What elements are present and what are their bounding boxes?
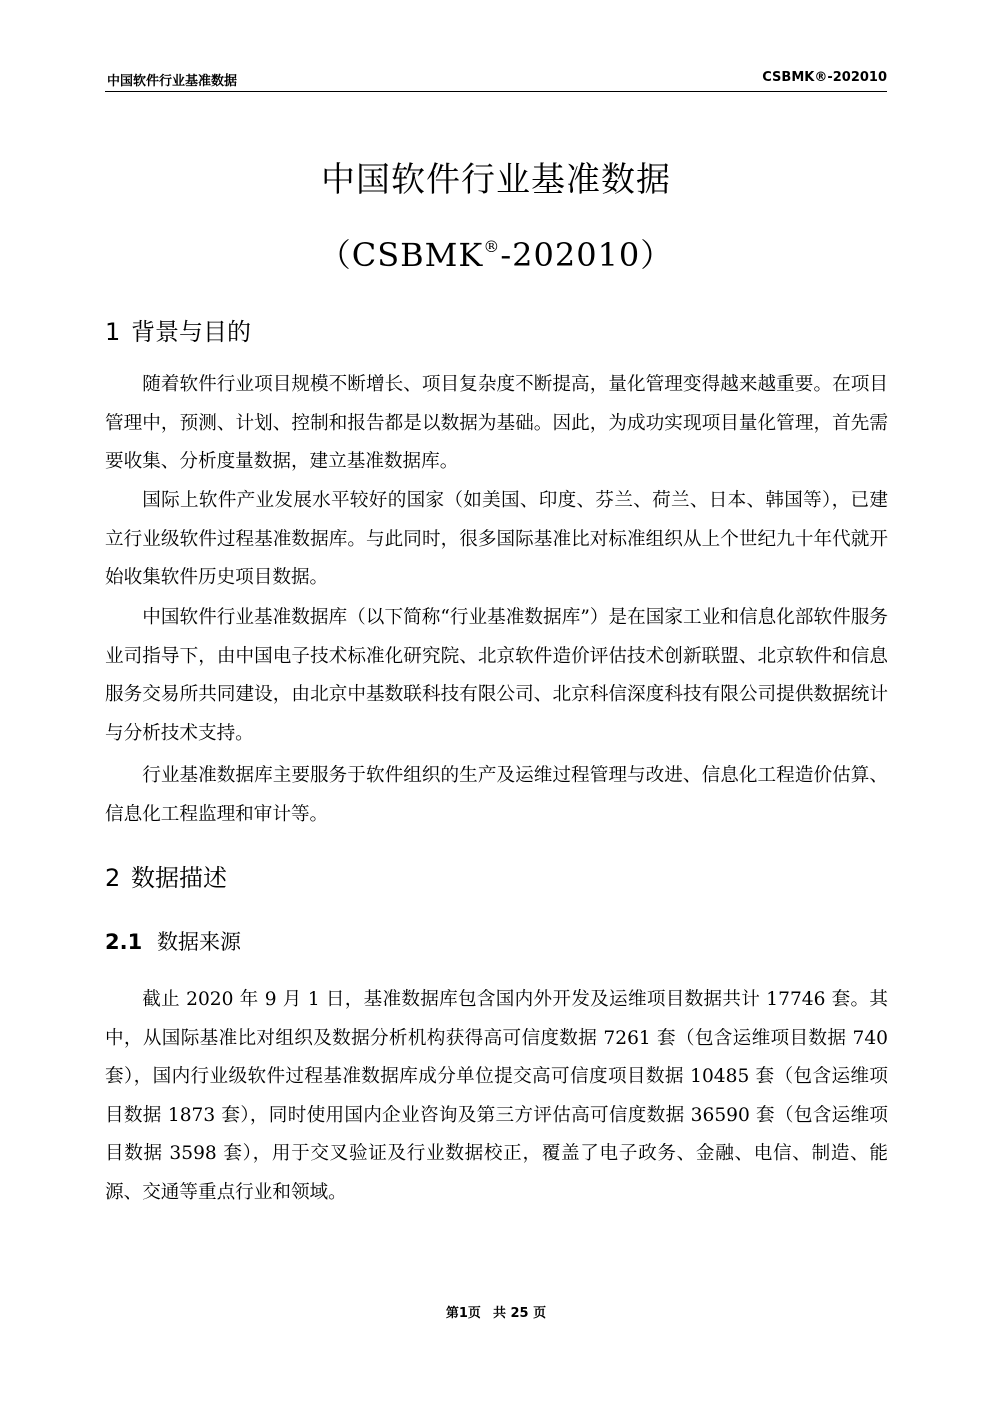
page-total: 共 25 页 <box>492 1306 547 1321</box>
paragraph-international: 国际上软件产业发展水平较好的国家（如美国、印度、芬兰、荷兰、日本、韩国等），已建立行业级软件过程基准数据库。与此同时，很多国际基准比对标准组织从上个世纪九十年代就开始收集软件历史项目数据。 <box>105 490 888 588</box>
paragraph-data-sources: 截止 2020 年 9 月 1 日，基准数据库包含国内外开发及运维项目数据共计 17746 套。其中，从国际基准比对组织及数据分析机构获得高可信度数据 7261 套（包含运维项目数据 740 套），国内行业级软件过程基准数据库成分单位提交高可信度项目数据 10485 套（包含运维项目数据 1873 套），同时使用国内企业咨询及第三方评估高可信度数据 36590 套（包含运维项目数据 3598 套），用于交叉验证及行业数据校正，覆盖了电子政务、金融、电信、制造、能源、交通等重点行业和领域。 <box>105 989 888 1203</box>
section-heading-1 <box>105 312 251 347</box>
document-title: 中国软件行业基准数据 <box>321 160 671 200</box>
section-title: 数据描述 <box>131 864 227 892</box>
paragraph-background: 随着软件行业项目规模不断增长、项目复杂度不断提高，量化管理变得越来越重要。在项目管理中，预测、计划、控制和报告都是以数据为基础。因此，为成功实现项目量化管理，首先需要收集、分析度量数据，建立基准数据库。 <box>105 374 888 472</box>
header-divider <box>105 91 887 92</box>
page-footer <box>0 1302 992 1321</box>
document-subtitle <box>0 230 992 276</box>
subtitle-open: （CSBMK <box>318 236 484 274</box>
subsection-number: 2.1 <box>105 930 143 954</box>
subsection-title: 数据来源 <box>157 930 241 954</box>
subtitle-close: -202010） <box>500 236 674 274</box>
header-doc-code: CSBMK®-202010 <box>762 70 887 85</box>
section-title: 背景与目的 <box>131 318 251 346</box>
registered-mark: ® <box>483 237 501 256</box>
section-number: 1 <box>105 318 121 346</box>
header-title: 中国软件行业基准数据 <box>107 74 238 89</box>
paragraph-purpose: 行业基准数据库主要服务于软件组织的生产及运维过程管理与改进、信息化工程造价估算、信息化工程监理和审计等。 <box>105 765 888 825</box>
section-number: 2 <box>105 864 121 892</box>
subsection-heading-2-1 <box>105 926 241 956</box>
section-heading-2 <box>105 858 227 893</box>
paragraph-database-intro: 中国软件行业基准数据库（以下简称“行业基准数据库”）是在国家工业和信息化部软件服务业司指导下，由中国电子技术标准化研究院、北京软件造价评估技术创新联盟、北京软件和信息服务交易所共同建设，由北京中基数联科技有限公司、北京科信深度科技有限公司提供数据统计与分析技术支持。 <box>105 607 888 744</box>
page-number: 第1页 <box>445 1306 481 1321</box>
